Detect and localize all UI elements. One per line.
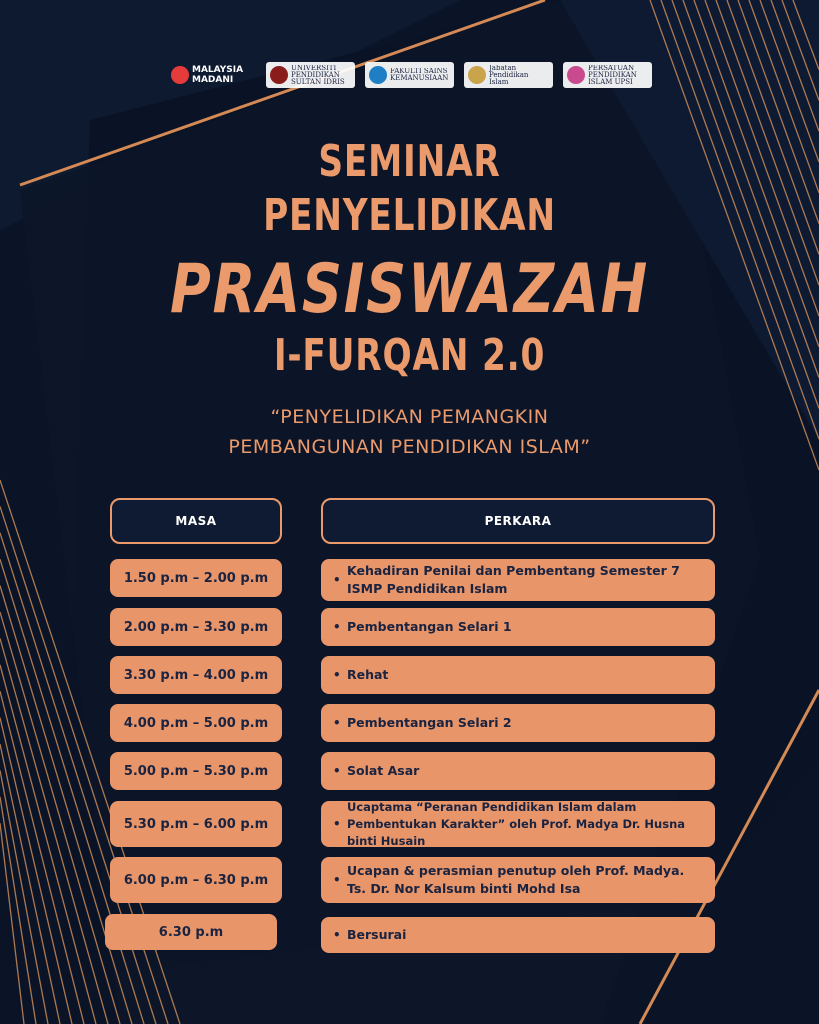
item-text: Pembentangan Selari 1 — [347, 619, 512, 634]
time-cell: 5.00 p.m – 5.30 p.m — [110, 752, 282, 790]
time-cell: 3.30 p.m – 4.00 p.m — [110, 656, 282, 694]
item-text: Pembentangan Selari 2 — [347, 715, 512, 730]
title-line-2: PENYELIDIKAN — [263, 190, 556, 241]
bullet-icon: • — [333, 873, 341, 887]
item-cell — [321, 608, 715, 646]
tagline-line-2: PEMBANGUNAN PENDIDIKAN ISLAM” — [228, 436, 591, 458]
item-cell — [321, 917, 715, 953]
logo-text: Jabatan Pendidikan Islam — [489, 64, 529, 86]
item-cell — [321, 704, 715, 742]
upsi-emblem-icon — [270, 66, 288, 84]
persatuan-emblem-icon — [567, 66, 585, 84]
item-cell — [321, 857, 715, 903]
malaysia-madani-logo — [167, 62, 256, 88]
fakulti-emblem-icon — [369, 66, 387, 84]
item-text: Ucapan & perasmian penutup oleh Prof. Madya. Ts. Dr. Nor Kalsum binti Mohd Isa — [347, 863, 685, 896]
logo-text: PERSATUAN PENDIDIKAN ISLAM UPSI — [588, 64, 637, 86]
item-cell — [321, 656, 715, 694]
bullet-icon: • — [333, 668, 341, 682]
item-cell — [321, 752, 715, 790]
pendidikan-islam-emblem-icon — [468, 66, 486, 84]
time-cell: 5.30 p.m – 6.00 p.m — [110, 801, 282, 847]
bullet-icon: • — [333, 928, 341, 942]
header-time: MASA — [110, 498, 282, 544]
logo-text: MALAYSIA MADANI — [192, 65, 244, 85]
bullet-icon: • — [333, 716, 341, 730]
time-cell: 1.50 p.m – 2.00 p.m — [110, 559, 282, 597]
tagline-line-1: “PENYELIDIKAN PEMANGKIN — [270, 406, 549, 428]
pendidikan-islam-logo — [464, 62, 553, 88]
item-text: Rehat — [347, 667, 389, 682]
item-text: Solat Asar — [347, 763, 420, 778]
title-line-1: SEMINAR — [318, 136, 501, 187]
time-cell: 2.00 p.m – 3.30 p.m — [110, 608, 282, 646]
logo-bar — [0, 62, 819, 88]
malaysia-madani-emblem-icon — [171, 66, 189, 84]
title-edition: I-FURQAN 2.0 — [273, 330, 546, 381]
logo-text: FAKULTI SAINS KEMANUSIAAN — [390, 68, 449, 82]
bullet-icon: • — [333, 573, 341, 587]
item-text: Kehadiran Penilai dan Pembentang Semester 7 ISMP Pendidikan Islam — [347, 563, 680, 596]
upsi-logo — [266, 62, 355, 88]
item-cell — [321, 801, 715, 847]
time-cell: 6.00 p.m – 6.30 p.m — [110, 857, 282, 903]
header-item: PERKARA — [321, 498, 715, 544]
bullet-icon: • — [333, 816, 341, 831]
item-cell — [321, 559, 715, 601]
item-text: Bersurai — [347, 927, 407, 942]
bullet-icon: • — [333, 620, 341, 634]
fakulti-logo — [365, 62, 454, 88]
bullet-icon: • — [333, 764, 341, 778]
logo-text: UNIVERSITI PENDIDIKAN SULTAN IDRIS — [291, 64, 345, 86]
persatuan-logo — [563, 62, 652, 88]
item-text: Ucaptama “Peranan Pendidikan Islam dalam Pembentukan Karakter” oleh Prof. Madya Dr. Husna binti Husain — [347, 799, 686, 848]
title-main: PRASISWAZAH — [169, 250, 649, 329]
time-cell: 4.00 p.m – 5.00 p.m — [110, 704, 282, 742]
time-cell: 6.30 p.m — [105, 914, 277, 950]
